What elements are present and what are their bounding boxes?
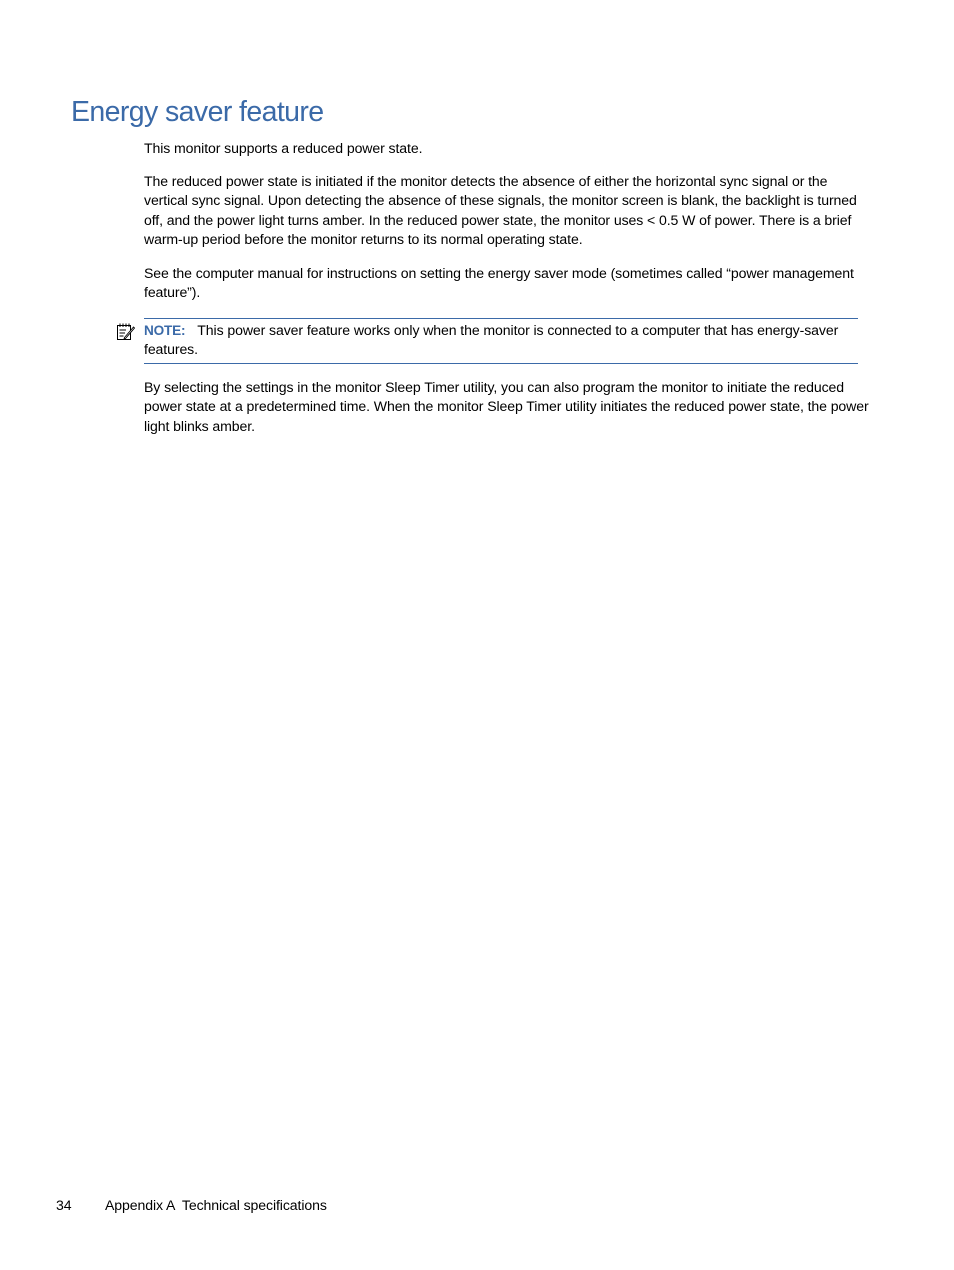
- page-title: Energy saver feature: [71, 96, 324, 128]
- paragraph-reduced-power: The reduced power state is initiated if the monitor detects the absence of either the horizontal sync signal or the vertical sync signal. Upon detecting the absence of these signals, the monitor screen is blank, the backlight is turned off, and the power light turns amber. In the reduced power state, the monitor uses < 0.5 W of power. There is a brief warm-up period before the monitor returns to its normal operating state.: [144, 173, 857, 247]
- paragraph-intro: This monitor supports a reduced power state.: [144, 140, 423, 156]
- note-text: This power saver feature works only when the monitor is connected to a computer that has energy-saver features.: [144, 322, 839, 358]
- paragraph-sleep-timer: By selecting the settings in the monitor Sleep Timer utility, you can also program the monitor to initiate the reduced power state at a predetermined time. When the monitor Sleep Timer utility initiates the reduced power state, the power light blinks amber.: [144, 379, 869, 434]
- note-bottom-rule: [144, 363, 858, 364]
- footer-title: Appendix A Technical specifications: [105, 1197, 327, 1213]
- note-label: NOTE:: [144, 323, 186, 338]
- note-icon: [116, 322, 135, 341]
- note-top-rule: [144, 318, 858, 319]
- note-box: [144, 321, 858, 360]
- paragraph-computer-manual: See the computer manual for instructions on setting the energy saver mode (sometimes called “power management feature”).: [144, 265, 854, 301]
- page-number: 34: [56, 1197, 72, 1213]
